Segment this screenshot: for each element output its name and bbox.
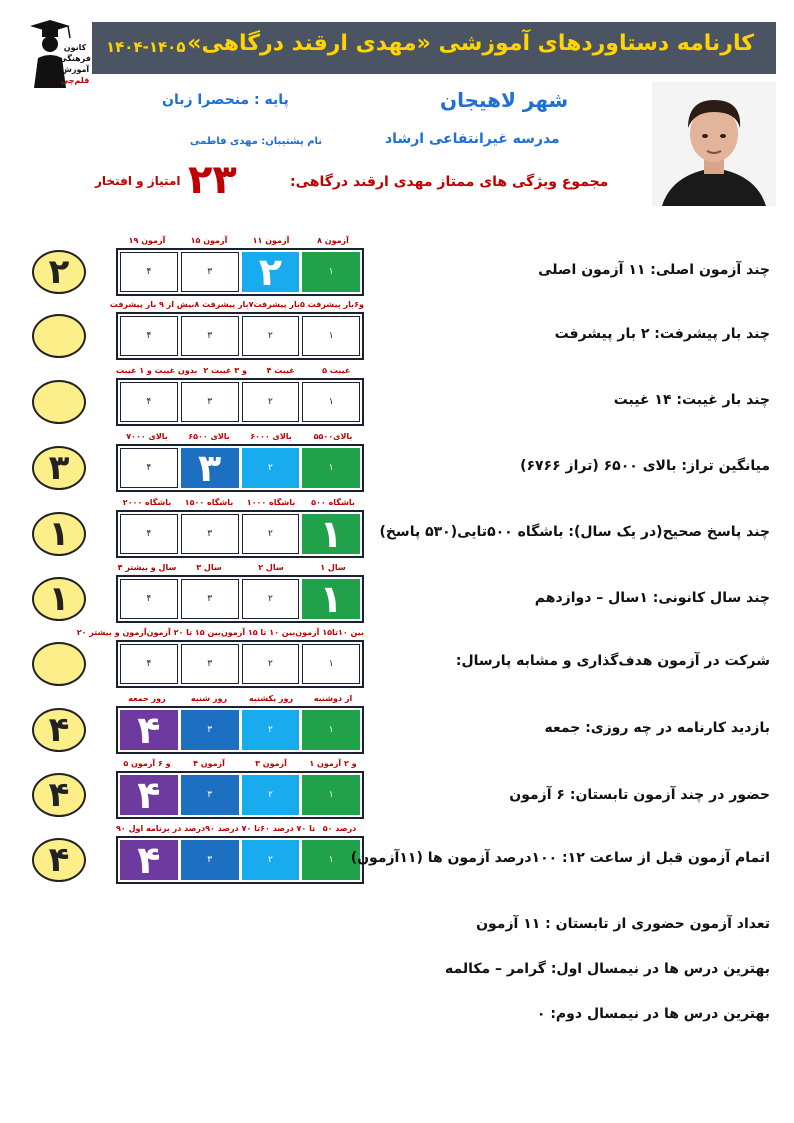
- column-header: باشگاه ۲۰۰۰: [122, 498, 172, 507]
- column-header: ۱۹ آزمون: [128, 236, 166, 245]
- row-headers: [116, 759, 364, 768]
- score-label: امتیاز و افتخار: [95, 174, 181, 188]
- row-headers: [109, 300, 364, 309]
- score-row: [116, 510, 364, 558]
- total-score: ۲۳: [188, 157, 237, 203]
- level-cell: ۲: [242, 775, 300, 815]
- column-header: باشگاه ۵۰۰: [311, 498, 355, 507]
- level-cell: ۴: [120, 710, 178, 750]
- score-circle: [32, 642, 86, 686]
- level-cell: ۳: [181, 382, 239, 422]
- column-header: بدون غیبت و ۱ غیبت: [116, 366, 198, 375]
- row-headers: [116, 498, 364, 507]
- summary-line: تعداد آزمون حضوری از تابستان : ۱۱ آزمون: [476, 916, 770, 932]
- question-text: چند آزمون اصلی: ۱۱ آزمون اصلی: [538, 262, 770, 278]
- logo-line: آموزش: [60, 65, 90, 74]
- score-circle: ۴: [32, 708, 86, 752]
- level-cell: ۲: [242, 840, 300, 880]
- level-cell: ۲: [242, 252, 300, 292]
- level-cell: ۴: [120, 316, 178, 356]
- level-cell: ۱: [302, 382, 360, 422]
- score-row: [116, 771, 364, 819]
- question-text: میانگین تراز: بالای ۶۵۰۰ (تراز ۶۷۶۶): [520, 458, 770, 474]
- column-header: بالای ۶۵۰۰: [188, 432, 230, 441]
- row-headers: [116, 824, 364, 833]
- column-header: ۴ غیبت: [266, 366, 295, 375]
- level-cell: ۳: [181, 448, 239, 488]
- column-header: ۹۰ درصد در برنامه اول: [116, 824, 206, 833]
- question-text: شرکت در آزمون هدف‌گذاری و مشابه پارسال:: [455, 653, 770, 669]
- level-cell: ۲: [242, 644, 300, 684]
- column-header: بین ۱۵ تا ۲۰ آزمون: [146, 628, 221, 637]
- row-headers: [116, 236, 364, 245]
- level-cell: ۳: [181, 514, 239, 554]
- score-circle: [32, 314, 86, 358]
- row-headers: [76, 628, 364, 637]
- column-header: بین ۱۰تا۱۵ آزمون: [295, 628, 364, 637]
- column-header: ۹۰ تا ۷۰ درصد: [205, 824, 261, 833]
- score-circle: ۴: [32, 838, 86, 882]
- column-header: روز شنبه: [190, 694, 228, 703]
- question-text: چند بار پیشرفت: ۲ بار پیشرفت: [554, 326, 770, 342]
- column-header: ۷بار پیشرفت: [248, 300, 300, 309]
- level-cell: ۲: [242, 514, 300, 554]
- academic-years: ۱۴۰۴-۱۴۰۵: [106, 38, 186, 56]
- column-header: روز جمعه: [128, 694, 166, 703]
- column-header: ۶۰ تا ۷۰ درصد: [260, 824, 316, 833]
- column-header: ۱ و ۲ آزمون: [309, 759, 357, 768]
- score-row: [116, 312, 364, 360]
- level-cell: ۱: [302, 316, 360, 356]
- header-bar: [92, 22, 776, 74]
- column-header: ۸ آزمون: [317, 236, 349, 245]
- column-header: ۵ و ۶ آزمون: [123, 759, 171, 768]
- level-cell: ۱: [302, 644, 360, 684]
- question-text: اتمام آزمون قبل از ساعت ۱۲: ۱۰۰درصد آزمون ها (۱۱آزمون): [350, 850, 770, 866]
- logo-line: فرهنگی: [59, 54, 91, 63]
- level-cell: ۴: [120, 514, 178, 554]
- level-cell: ۱: [302, 775, 360, 815]
- question-text: چند پاسخ صحیح(در یک سال): باشگاه ۵۰۰تایی(۵۳۰ پاسخ): [379, 524, 770, 540]
- column-header: بالای۵۵۰۰: [313, 432, 353, 441]
- score-circle: ۲: [32, 250, 86, 294]
- level-cell: ۱: [302, 514, 360, 554]
- column-header: بالای ۶۰۰۰: [250, 432, 292, 441]
- column-header: ۳ سال: [196, 563, 222, 572]
- score-row: [116, 706, 364, 754]
- level-cell: ۲: [242, 316, 300, 356]
- question-text: حضور در چند آزمون تابستان: ۶ آزمون: [509, 787, 770, 803]
- column-header: ۵ غیبت: [322, 366, 351, 375]
- column-header: ۱ سال: [320, 563, 346, 572]
- level-cell: ۲: [242, 710, 300, 750]
- level-cell: ۱: [302, 252, 360, 292]
- column-header: ۱۵ آزمون: [190, 236, 228, 245]
- level-cell: ۳: [181, 316, 239, 356]
- score-row: [116, 378, 364, 426]
- score-row: [116, 640, 364, 688]
- level-cell: ۳: [181, 579, 239, 619]
- school-label: مدرسه غیرانتفاعی ارشاد: [385, 131, 560, 147]
- row-headers: [116, 366, 364, 375]
- level-cell: ۴: [120, 382, 178, 422]
- column-header: ۲ و ۳ غیبت: [203, 366, 247, 375]
- level-cell: ۴: [120, 644, 178, 684]
- summary-line: بهترین درس ها در نیمسال دوم: ۰: [536, 1006, 770, 1022]
- level-cell: ۳: [181, 644, 239, 684]
- score-row: [116, 836, 364, 884]
- score-circle: [32, 380, 86, 424]
- level-cell: ۳: [181, 710, 239, 750]
- level-cell: ۳: [181, 775, 239, 815]
- level-cell: ۴: [120, 579, 178, 619]
- institute-logo: [20, 18, 92, 92]
- level-cell: ۴: [120, 840, 178, 880]
- column-header: از دوشنبه: [313, 694, 353, 703]
- score-row: [116, 575, 364, 623]
- column-header: ۲۰ آزمون و بیشتر: [76, 628, 147, 637]
- level-cell: ۴: [120, 775, 178, 815]
- row-headers: [116, 432, 364, 441]
- student-photo: [652, 82, 776, 206]
- logo-brand: قلم‌چی: [60, 76, 90, 85]
- column-header: ۵ و۶بار پیشرفت: [299, 300, 364, 309]
- features-label: مجموع ویژگی های ممتاز مهدی ارقند درگاهی:: [290, 174, 609, 190]
- row-headers: [116, 563, 364, 572]
- score-circle: ۴: [32, 773, 86, 817]
- column-header: ۴ سال و بیشتر: [117, 563, 177, 572]
- level-cell: ۳: [181, 840, 239, 880]
- page-title: کارنامه دستاوردهای آموزشی «مهدی ارقند درگاهی»: [187, 31, 754, 56]
- level-cell: ۲: [242, 579, 300, 619]
- row-headers: [116, 694, 364, 703]
- column-header: ۸ بار پیشرفت: [194, 300, 249, 309]
- level-cell: ۱: [302, 448, 360, 488]
- level-cell: ۱: [302, 579, 360, 619]
- question-text: چند سال کانونی: ۱سال – دوازدهم: [534, 590, 770, 606]
- level-cell: ۲: [242, 448, 300, 488]
- score-circle: ۳: [32, 446, 86, 490]
- column-header: ۲ سال: [258, 563, 284, 572]
- level-cell: ۲: [242, 382, 300, 422]
- column-header: ۱۱ آزمون: [252, 236, 290, 245]
- column-header: باشگاه ۱۵۰۰: [184, 498, 234, 507]
- column-header: بیش از ۹ بار پیشرفت: [109, 300, 195, 309]
- score-circle: ۱: [32, 577, 86, 621]
- score-circle: ۱: [32, 512, 86, 556]
- score-row: [116, 248, 364, 296]
- level-cell: ۱: [302, 710, 360, 750]
- city-label: شهر لاهیجان: [440, 88, 569, 112]
- summary-line: بهترین درس ها در نیمسال اول: گرامر – مکالمه: [444, 961, 770, 977]
- logo-line: کانون: [63, 43, 87, 52]
- score-row: [116, 444, 364, 492]
- column-header: بین ۱۰ تا ۱۵ آزمون: [220, 628, 296, 637]
- column-header: باشگاه ۱۰۰۰: [246, 498, 296, 507]
- column-header: ۳ آزمون: [255, 759, 287, 768]
- grade-label: پایه : منحصرا زبان: [162, 92, 289, 108]
- column-header: ۴ آزمون: [193, 759, 225, 768]
- supporter-label: نام پشتیبان: مهدی فاطمی: [190, 136, 323, 147]
- level-cell: ۴: [120, 252, 178, 292]
- question-text: چند بار غیبت: ۱۴ غیبت: [613, 392, 770, 408]
- column-header: بالای ۷۰۰۰: [126, 432, 168, 441]
- level-cell: ۱: [302, 840, 360, 880]
- level-cell: ۴: [120, 448, 178, 488]
- column-header: ۵۰ درصد: [322, 824, 357, 833]
- column-header: روز یکشنبه: [248, 694, 294, 703]
- question-text: بازدید کارنامه در چه روزی: جمعه: [544, 720, 770, 736]
- level-cell: ۳: [181, 252, 239, 292]
